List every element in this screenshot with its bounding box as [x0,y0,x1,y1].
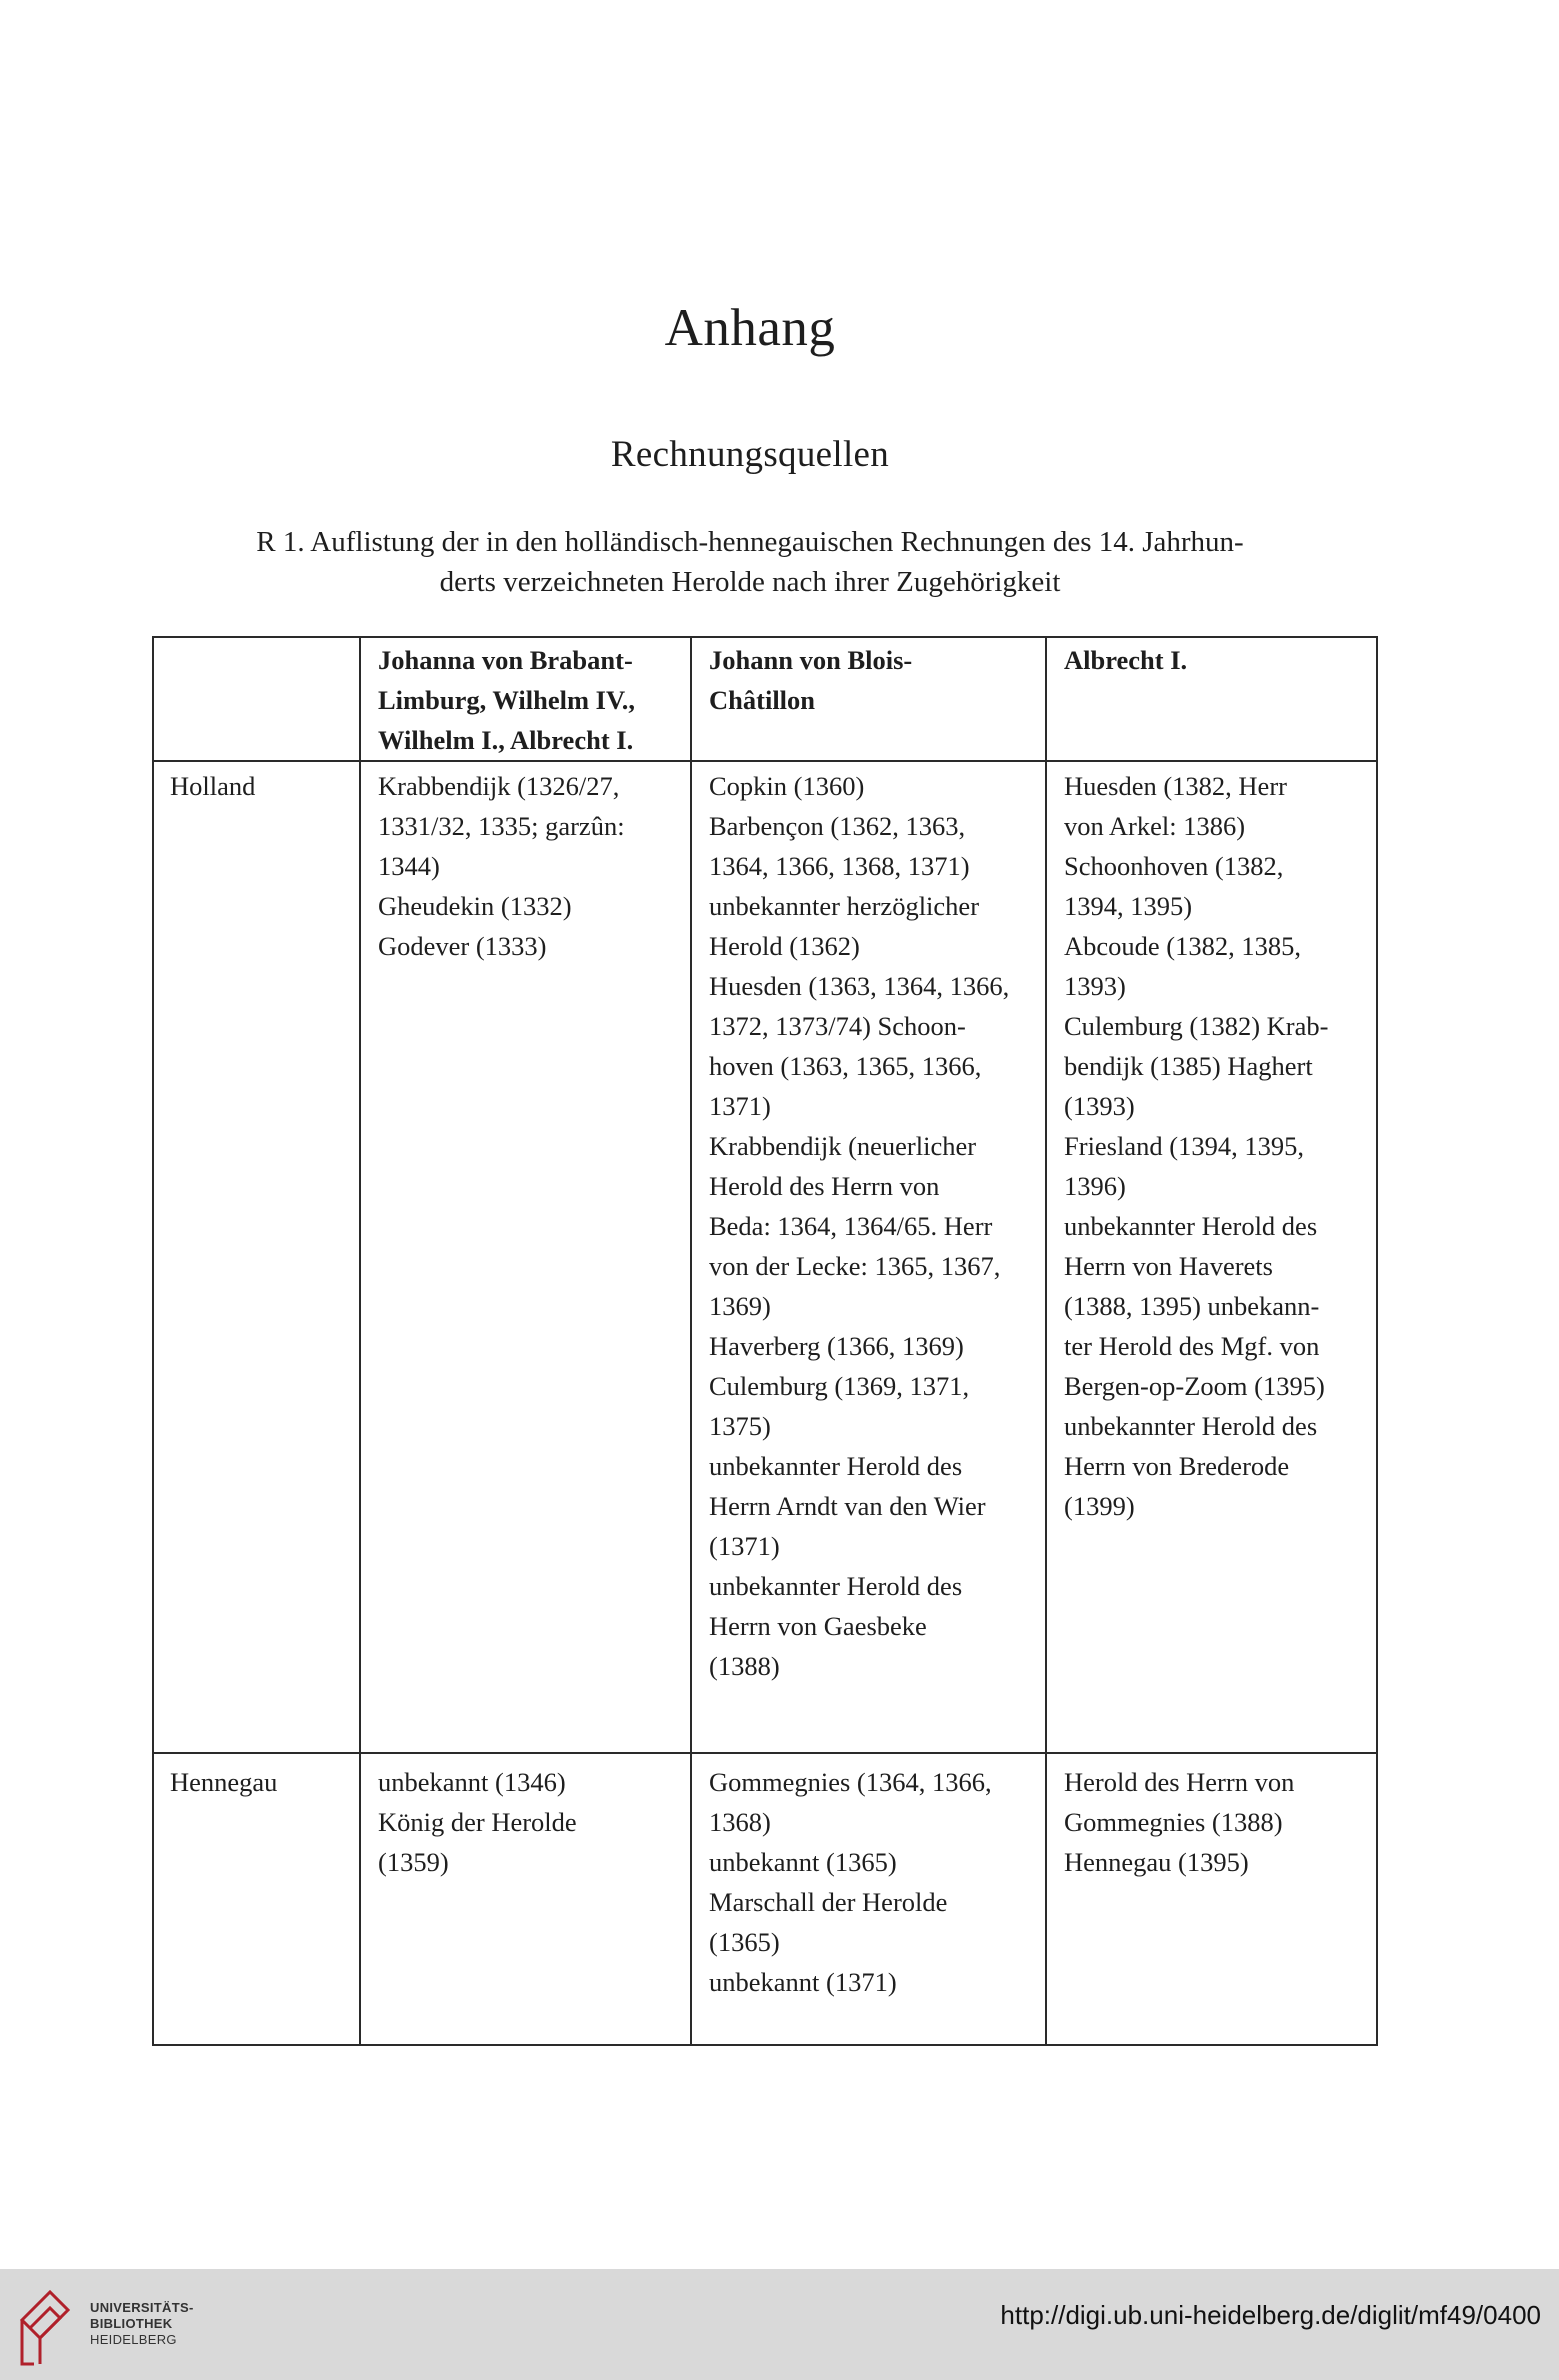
cell-line: Herold des Herrn von [709,1171,940,1201]
cell-line: Bergen-op-Zoom (1395) [1064,1371,1325,1401]
cell-line: (1371) [709,1531,780,1561]
cell-line: Barbençon (1362, 1363, [709,811,966,841]
header-cell [1046,637,1377,761]
cell-line: Herold (1362) [709,931,860,961]
cell-line: Herrn von Brederode [1064,1451,1290,1481]
table-caption [175,522,1325,602]
region-cell: Hennegau [153,1753,360,2045]
cell-line: Beda: 1364, 1364/65. Herr [709,1211,993,1241]
source-url-link[interactable]: http://digi.ub.uni-heidelberg.de/diglit/mf49/0400 [1000,2300,1541,2330]
cell-line: von Arkel: 1386) [1064,811,1246,841]
cell-line: Friesland (1394, 1395, [1064,1131,1304,1161]
header-line: Albrecht I. [1064,645,1188,675]
cell-line: Schoonhoven (1382, [1064,851,1284,881]
cell-line: Herold des Herrn von [1064,1767,1295,1797]
cell-line: Huesden (1363, 1364, 1366, [709,971,1010,1001]
cell-line: 1371) [709,1091,771,1121]
cell-line: (1393) [1064,1091,1135,1121]
table-cell [691,1753,1046,2045]
header-cell [360,637,691,761]
table-cell [1046,1753,1377,2045]
library-name-line: UNIVERSITÄTS- [90,2300,194,2315]
cell-line: Culemburg (1382) Krab- [1064,1011,1329,1041]
cell-line: Herrn von Haverets [1064,1251,1273,1281]
cell-line: 1368) [709,1807,771,1837]
cell-line: Haverberg (1366, 1369) [709,1331,964,1361]
cell-line: Marschall der Herolde [709,1887,948,1917]
cell-line: Godever (1333) [378,931,547,961]
header-cell [691,637,1046,761]
cell-line: unbekannter Herold des [709,1451,963,1481]
cell-line: hoven (1363, 1365, 1366, [709,1051,982,1081]
cell-line: unbekannter Herold des [709,1571,963,1601]
cell-line: Abcoude (1382, 1385, [1064,931,1301,961]
cell-line: 1394, 1395) [1064,891,1193,921]
cell-line: Krabbendijk (1326/27, [378,771,620,801]
cell-line: Hennegau (1395) [1064,1847,1249,1877]
cell-line: Gommegnies (1364, 1366, [709,1767,992,1797]
library-logo-icon [16,2280,76,2372]
table-cell [691,761,1046,1753]
table-cell [1046,761,1377,1753]
library-name-line: BIBLIOTHEK [90,2316,173,2331]
cell-line: von der Lecke: 1365, 1367, [709,1251,1001,1281]
herolde-table [152,636,1378,2046]
cell-line: Gheudekin (1332) [378,891,572,921]
header-line: Châtillon [709,685,816,715]
cell-line: unbekannter Herold des [1064,1211,1318,1241]
cell-line: König der Herolde [378,1807,577,1837]
cell-line: (1359) [378,1847,449,1877]
cell-line: (1388, 1395) unbekann- [1064,1291,1320,1321]
table-cell [360,1753,691,2045]
table-row [153,761,1377,1753]
page-title: Anhang [664,299,836,357]
cell-line: (1365) [709,1927,780,1957]
cell-line: 1372, 1373/74) Schoon- [709,1011,966,1041]
header-line: Johann von Blois- [709,645,913,675]
cell-line: 1331/32, 1335; garzûn: [378,811,625,841]
cell-line: Culemburg (1369, 1371, [709,1371,970,1401]
cell-line: Copkin (1360) [709,771,865,801]
cell-line: Herrn von Gaesbeke [709,1611,927,1641]
cell-line: unbekannt (1346) [378,1767,566,1797]
cell-line: unbekannter herzöglicher [709,891,980,921]
header-cell-empty [153,637,360,761]
cell-line: 1344) [378,851,440,881]
library-name [90,2300,194,2348]
header-line: Limburg, Wilhelm IV., [378,685,635,715]
cell-line: (1388) [709,1651,780,1681]
region-cell: Holland [153,761,360,1753]
section-title: Rechnungsquellen [610,434,890,475]
table-cell [360,761,691,1753]
cell-line: 1369) [709,1291,771,1321]
caption-line: derts verzeichneten Herolde nach ihrer Zugehörigkeit [439,566,1061,598]
cell-line: Herrn Arndt van den Wier [709,1491,986,1521]
table-row [153,1753,1377,2045]
cell-line: bendijk (1385) Haghert [1064,1051,1313,1081]
cell-line: Huesden (1382, Herr [1064,771,1287,801]
table-header-row [153,637,1377,761]
header-line: Wilhelm I., Albrecht I. [378,725,634,755]
cell-line: unbekannt (1371) [709,1967,897,1997]
library-name-line: HEIDELBERG [90,2332,177,2347]
header-line: Johanna von Brabant- [378,645,633,675]
cell-line: 1364, 1366, 1368, 1371) [709,851,970,881]
cell-line: 1396) [1064,1171,1126,1201]
cell-line: unbekannter Herold des [1064,1411,1318,1441]
cell-line: (1399) [1064,1491,1135,1521]
cell-line: Gommegnies (1388) [1064,1807,1283,1837]
caption-line: R 1. Auflistung der in den holländisch-hennegauischen Rechnungen des 14. Jahrhun- [256,526,1244,558]
cell-line: Krabbendijk (neuerlicher [709,1131,977,1161]
cell-line: 1393) [1064,971,1126,1001]
cell-line: ter Herold des Mgf. von [1064,1331,1320,1361]
cell-line: unbekannt (1365) [709,1847,897,1877]
cell-line: 1375) [709,1411,771,1441]
